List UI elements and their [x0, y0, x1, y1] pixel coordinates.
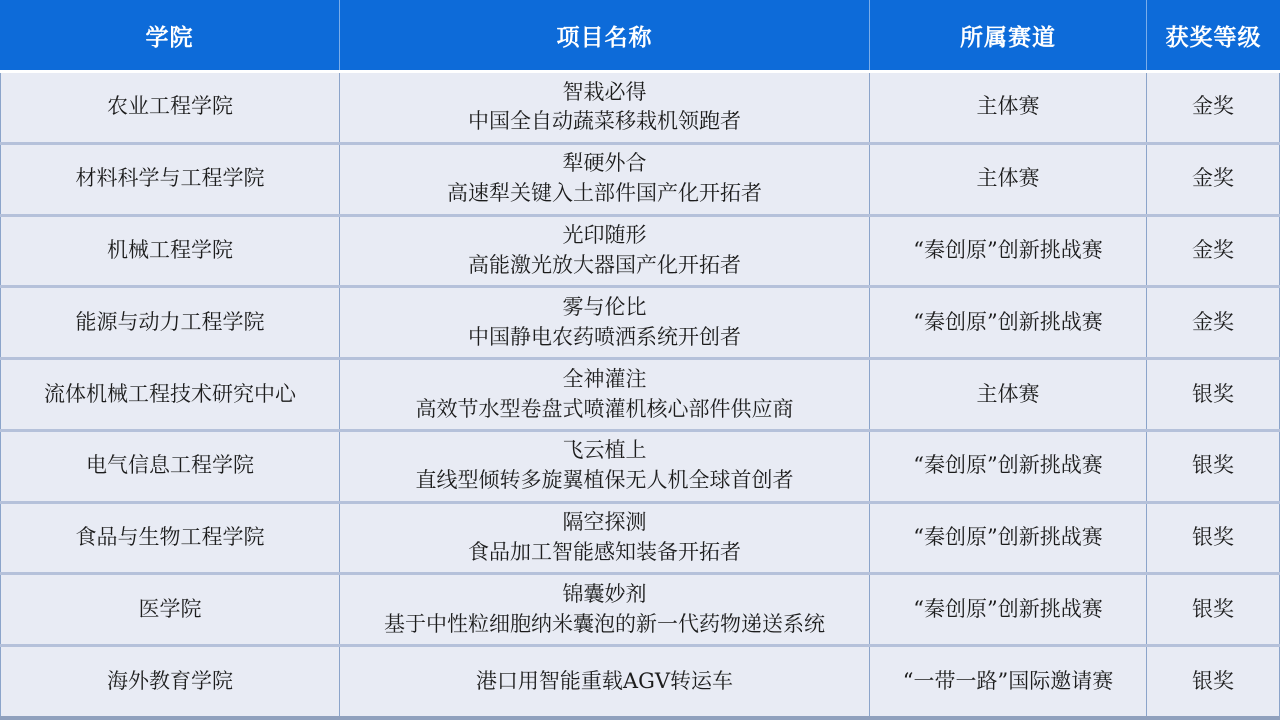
college-name: 流体机械工程技术研究中心: [44, 381, 296, 406]
project-title: 隔空探测: [562, 510, 647, 535]
college-name: 海外教育学院: [107, 668, 233, 693]
project-title: 犁硬外合: [562, 151, 647, 176]
track-name: 主体赛: [976, 94, 1040, 119]
track-cell: [870, 145, 1147, 214]
award-cell: [1147, 145, 1280, 214]
track-cell: [870, 217, 1147, 286]
award-level: 金奖: [1192, 94, 1234, 119]
table-row: [0, 142, 1280, 214]
table-row: [0, 572, 1280, 644]
college-name: 机械工程学院: [107, 238, 233, 263]
project-cell: [340, 575, 870, 644]
college-cell: [0, 145, 340, 214]
award-level: 银奖: [1192, 381, 1234, 406]
award-cell: [1147, 73, 1280, 142]
project-title: 全神灌注: [562, 366, 647, 391]
project-title: 雾与伦比: [562, 294, 647, 319]
track-name: “秦创原”创新挑战赛: [913, 309, 1103, 334]
table-row: [0, 429, 1280, 501]
table-body: [0, 70, 1280, 716]
track-name: “秦创原”创新挑战赛: [913, 596, 1103, 621]
track-name: 主体赛: [976, 381, 1040, 406]
track-cell: [870, 647, 1147, 716]
college-cell: [0, 432, 340, 501]
track-name: “秦创原”创新挑战赛: [913, 238, 1103, 263]
project-cell: [340, 217, 870, 286]
project-subtitle: 高速犁关键入土部件国产化开拓者: [447, 181, 762, 206]
project-title: 飞云植上: [562, 438, 647, 463]
award-level: 银奖: [1192, 668, 1234, 693]
college-cell: [0, 217, 340, 286]
project-cell: [340, 145, 870, 214]
award-level: 银奖: [1192, 525, 1234, 550]
college-name: 材料科学与工程学院: [75, 166, 265, 191]
award-cell: [1147, 360, 1280, 429]
college-cell: [0, 73, 340, 142]
table-row: [0, 214, 1280, 286]
table-row: [0, 285, 1280, 357]
award-cell: [1147, 217, 1280, 286]
table-header-row: [0, 0, 1280, 70]
project-subtitle: 中国静电农药喷洒系统开创者: [468, 324, 741, 349]
project-cell: [340, 504, 870, 573]
project-cell: [340, 432, 870, 501]
track-name: “一带一路”国际邀请赛: [902, 668, 1114, 693]
college-name: 医学院: [138, 596, 202, 621]
project-title: 智栽必得: [562, 79, 647, 104]
college-cell: [0, 647, 340, 716]
project-subtitle: 高能激光放大器国产化开拓者: [468, 252, 741, 277]
track-name: “秦创原”创新挑战赛: [913, 453, 1103, 478]
track-name: “秦创原”创新挑战赛: [913, 525, 1103, 550]
award-cell: [1147, 575, 1280, 644]
column-header-track: 所属赛道: [870, 0, 1147, 70]
track-cell: [870, 504, 1147, 573]
college-name: 食品与生物工程学院: [75, 525, 265, 550]
award-level: 金奖: [1192, 238, 1234, 263]
column-header-award: 获奖等级: [1165, 23, 1262, 50]
project-subtitle: 中国全自动蔬菜移栽机领跑者: [468, 109, 741, 134]
award-level: 金奖: [1192, 166, 1234, 191]
award-cell: [1147, 432, 1280, 501]
project-title: 港口用智能重载AGV转运车: [475, 668, 734, 693]
college-name: 农业工程学院: [107, 94, 233, 119]
track-cell: [870, 575, 1147, 644]
college-name: 电气信息工程学院: [86, 453, 254, 478]
award-level: 金奖: [1192, 309, 1234, 334]
project-cell: [340, 73, 870, 142]
award-level: 银奖: [1192, 453, 1234, 478]
table-row: [0, 644, 1280, 716]
table-row: [0, 73, 1280, 142]
project-title: 锦囊妙剂: [562, 582, 647, 607]
project-subtitle: 食品加工智能感知装备开拓者: [468, 540, 741, 565]
project-subtitle: 基于中性粒细胞纳米囊泡的新一代药物递送系统: [384, 611, 825, 636]
award-cell: [1147, 504, 1280, 573]
project-title: 光印随形: [562, 223, 647, 248]
project-cell: [340, 647, 870, 716]
table-row: [0, 501, 1280, 573]
college-cell: [0, 360, 340, 429]
college-cell: [0, 288, 340, 357]
track-cell: [870, 73, 1147, 142]
table-row: [0, 357, 1280, 429]
college-cell: [0, 575, 340, 644]
project-cell: [340, 360, 870, 429]
track-cell: [870, 360, 1147, 429]
project-subtitle: 直线型倾转多旋翼植保无人机全球首创者: [415, 468, 794, 493]
track-name: 主体赛: [976, 166, 1040, 191]
college-name: 能源与动力工程学院: [75, 309, 265, 334]
college-cell: [0, 504, 340, 573]
column-header-project: 项目名称: [340, 0, 870, 70]
project-subtitle: 高效节水型卷盘式喷灌机核心部件供应商: [415, 396, 794, 421]
track-cell: [870, 432, 1147, 501]
column-header-college: 学院: [0, 0, 340, 70]
project-cell: [340, 288, 870, 357]
award-cell: [1147, 647, 1280, 716]
award-level: 银奖: [1192, 596, 1234, 621]
track-cell: [870, 288, 1147, 357]
award-cell: [1147, 288, 1280, 357]
